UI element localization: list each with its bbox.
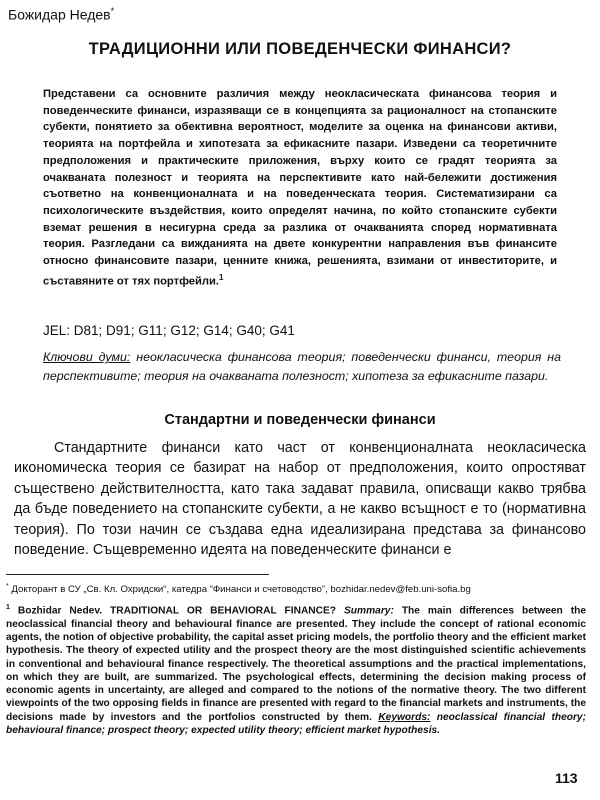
paper-title: ТРАДИЦИОННИ ИЛИ ПОВЕДЕНЧЕСКИ ФИНАНСИ? (88, 40, 512, 58)
author-line (8, 6, 114, 23)
keywords-label: Ключови думи: (43, 350, 131, 364)
summary-text: The main differences between the neoclassical financial theory and behavioural finance are presented. They include the concept of rational economic agents, the notion of objective probability, the capital asset pricing models, the portfolio theory and the efficient market hypothesis. The theory of expected utility and the prospect theory are the most distinguished scientific achievements in conventional and behavioural finance respectively. The theoretical assumptions and the practical implementations, on which they are built, are summarized. The psychological effects, determining the decision making process of economic agents in uncertainty, are alleged and compared to the notions of the normative theory. The two different viewpoints of the two opposing fields in finance are presented with regard to the financial markets and instruments, the decisions made by investors and the portfolios constructed by them. (6, 605, 587, 723)
keywords-text: неокласическа финансова теория; поведенчески финанси, теория на перспективите; теория на очакваната полезност; хипотеза за ефикасните пазари. (43, 350, 561, 383)
footnote-summary (6, 601, 586, 737)
body-paragraph: Стандартните финанси като част от конвенционалната неокласическа икономическа теория се базират на набор от предположения, които опростяват съществено действителността, като така задават правила, описващи какво трябва да бъде поведението на стопанските субекти, а не какво всъщност е то (нормативна теория). По този начин се създава една идеализирана представа за финансово поведение. Същевременно идеята на поведенческите финанси е (14, 440, 586, 559)
footnote-author-mark: * (6, 583, 9, 590)
author-footnote-mark: * (110, 6, 115, 16)
jel-codes: JEL: D81; D91; G11; G12; G14; G40; G41 (43, 323, 295, 338)
footnote-divider (6, 574, 269, 575)
summary-label: Summary: (344, 605, 394, 617)
section-heading: Стандартни и поведенчески финанси (164, 412, 436, 428)
footnote-author (6, 583, 586, 595)
english-title: Bozhidar Nedev. TRADITIONAL OR BEHAVIORAL FINANCE? (9, 605, 345, 617)
english-keywords-text: neoclassical financial theory; behavioural finance; prospect theory; expected utility theory; efficient market hypothesis. (6, 711, 586, 737)
abstract-footnote-mark: 1 (218, 272, 224, 282)
abstract (43, 86, 557, 290)
page-number: 113 (555, 770, 578, 786)
footnote-author-text: Докторант в СУ „Св. Кл. Охридски“, катедра “Финанси и счетоводство”, bozhidar.nedev@feb.uni-sofia.bg (8, 584, 471, 596)
keywords (43, 348, 561, 386)
footnote-summary-mark: 1 (6, 604, 10, 611)
english-keywords-label: Keywords: (378, 711, 431, 723)
abstract-text: Представени са основните различия между неокласическата финансова теория и поведенческите финанси, изразяващи се в концепцията за рационалност на стопанските субекти, понятието за обективна вероятност, моделите за оценка на финансови активи, теорията на портфейла и хипотезата за ефикасните пазари. Изведени са теоретичните предположения и практическите приложения, върху които се градят теорията за очакваната полезност и теорията на перспективите като най-бележити достижения съответно на конвенционалната и на поведенческата теория. Систематизирани са психологическите въздействия, които определят начина, по който стопанските субекти вземат решения в несигурна среда за разлика от очакванията според нормативната теория. Разгледани са вижданията на двете конкурентни направления във финансите относно финансовите пазари, ценните книжа, решенията, взимани от инвеститорите, и съставяните от тях портфейли. (43, 88, 557, 288)
author-name: Божидар Недев (8, 6, 111, 23)
